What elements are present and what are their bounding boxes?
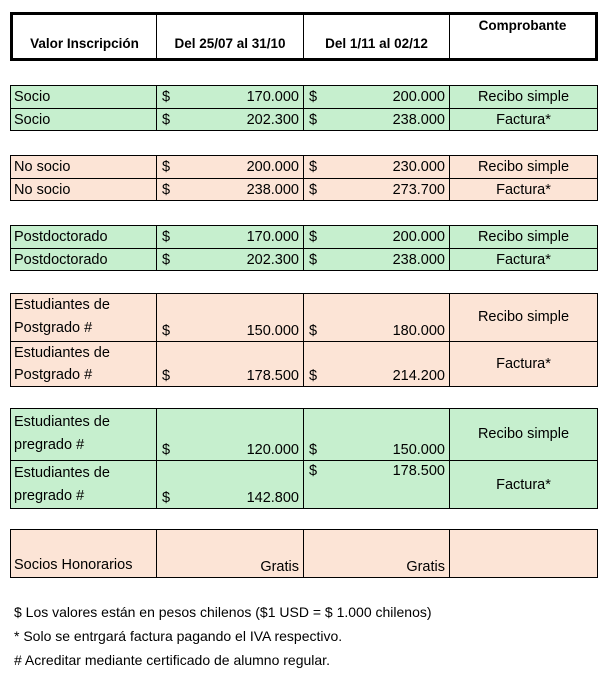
price-value: 142.800 (246, 490, 299, 506)
price-value: 178.500 (246, 368, 299, 384)
price-period-2-cell (304, 249, 450, 270)
table-row (11, 156, 597, 178)
receipt-cell: Factura* (496, 477, 551, 493)
receipt-cell: Factura* (496, 112, 551, 128)
currency-sign: $ (309, 252, 318, 268)
price-value: 170.000 (246, 229, 299, 245)
footnote-currency: $ Los valores están en pesos chilenos ($1 USD = $ 1.000 chilenos) (14, 604, 432, 620)
price-period-2-cell (304, 409, 450, 460)
table-header (10, 12, 598, 61)
price-value: 180.000 (392, 323, 445, 339)
footnote-invoice: * Solo se entrgará factura pagando el IVA respectivo. (14, 628, 343, 644)
price-period-2-cell (304, 294, 450, 341)
header-comprobante: Comprobante (478, 18, 567, 33)
price-value: 150.000 (392, 442, 445, 458)
currency-sign: $ (162, 112, 171, 128)
price-value: 200.000 (392, 89, 445, 105)
category-cell (11, 409, 157, 460)
price-value: 120.000 (246, 442, 299, 458)
price-period-1-cell (157, 461, 304, 508)
category-line: pregrado # (14, 488, 85, 504)
category-cell (11, 294, 157, 341)
price-period-2-cell (304, 156, 450, 178)
category-cell: Socio (11, 86, 157, 108)
receipt-cell: Factura* (496, 182, 551, 198)
price-period-2-cell (304, 179, 450, 200)
category-line: pregrado # (14, 437, 85, 453)
footnotes (14, 600, 432, 672)
table-row (11, 86, 597, 108)
currency-sign: $ (162, 182, 171, 198)
price-value: 273.700 (392, 182, 445, 198)
price-period-2-cell (304, 86, 450, 108)
currency-sign: $ (309, 463, 318, 479)
price-period-1-cell (157, 249, 304, 270)
group-socios-honorarios (10, 529, 598, 578)
currency-sign: $ (309, 229, 318, 245)
currency-sign: $ (309, 323, 318, 339)
category-line: Postgrado # (14, 367, 93, 383)
currency-sign: $ (162, 442, 171, 458)
category-cell (11, 461, 157, 508)
price-value: 202.300 (246, 252, 299, 268)
footnote-student-certificate: # Acreditar mediante certificado de alumno regular. (14, 652, 330, 668)
price-period-1-cell (157, 342, 304, 386)
currency-sign: $ (162, 490, 171, 506)
price-period-1-cell (157, 294, 304, 341)
table-row (11, 178, 597, 200)
category-cell: No socio (11, 179, 157, 200)
price-value: 170.000 (246, 89, 299, 105)
currency-sign: $ (309, 112, 318, 128)
receipt-cell: Recibo simple (477, 426, 570, 442)
category-cell: Postdoctorado (11, 249, 157, 270)
price-value: 214.200 (392, 368, 445, 384)
price-value: 238.000 (392, 252, 445, 268)
receipt-cell: Recibo simple (477, 89, 570, 105)
currency-sign: $ (162, 252, 171, 268)
category-cell: No socio (11, 156, 157, 178)
price-period-1-cell (157, 409, 304, 460)
currency-sign: $ (309, 368, 318, 384)
category-cell: Postdoctorado (11, 226, 157, 248)
table-row (11, 226, 597, 248)
price-period-2-cell (304, 530, 450, 577)
category-line: Postgrado # (14, 320, 93, 336)
table-row (11, 460, 597, 508)
currency-sign: $ (162, 89, 171, 105)
currency-sign: $ (162, 229, 171, 245)
price-value: 178.500 (392, 463, 445, 479)
price-period-1-cell (157, 226, 304, 248)
price-period-1-cell (157, 86, 304, 108)
price-value: 202.300 (246, 112, 299, 128)
price-period-2-cell (304, 226, 450, 248)
category-line: Estudiantes de (14, 414, 110, 430)
price-period-1-cell (157, 109, 304, 130)
category-cell: Socio (11, 109, 157, 130)
header-period-1: Del 25/07 al 31/10 (157, 15, 304, 58)
group-postdoctorado (10, 225, 598, 271)
category-line: Estudiantes de (14, 297, 110, 313)
currency-sign: $ (309, 159, 318, 175)
receipt-cell: Recibo simple (477, 309, 570, 325)
currency-sign: $ (162, 368, 171, 384)
header-period-2: Del 1/11 al 02/12 (304, 15, 450, 58)
price-period-1-cell (157, 530, 304, 577)
price-value: Gratis (260, 559, 299, 575)
currency-sign: $ (162, 159, 171, 175)
category-line: Estudiantes de (14, 465, 110, 481)
currency-sign: $ (309, 89, 318, 105)
price-period-2-cell (304, 461, 450, 508)
currency-sign: $ (162, 323, 171, 339)
price-value: 230.000 (392, 159, 445, 175)
receipt-cell: Factura* (496, 356, 551, 372)
category-cell (11, 342, 157, 386)
group-socio (10, 85, 598, 131)
price-value: 200.000 (246, 159, 299, 175)
price-period-2-cell (304, 109, 450, 130)
price-period-1-cell (157, 179, 304, 200)
price-value: 200.000 (392, 229, 445, 245)
group-estudiantes-pregrado (10, 408, 598, 509)
table-row (11, 248, 597, 270)
currency-sign: $ (309, 182, 318, 198)
receipt-cell: Recibo simple (477, 229, 570, 245)
receipt-cell: Factura* (496, 252, 551, 268)
price-period-1-cell (157, 156, 304, 178)
category-line: Estudiantes de (14, 345, 110, 361)
group-estudiantes-postgrado (10, 293, 598, 387)
price-value: 238.000 (392, 112, 445, 128)
table-row (11, 530, 597, 577)
table-row (11, 294, 597, 341)
table-row (11, 409, 597, 460)
price-value: Gratis (406, 559, 445, 575)
price-value: 150.000 (246, 323, 299, 339)
currency-sign: $ (309, 442, 318, 458)
group-no-socio (10, 155, 598, 201)
price-value: 238.000 (246, 182, 299, 198)
price-period-2-cell (304, 342, 450, 386)
table-row (11, 108, 597, 130)
category-cell: Socios Honorarios (11, 530, 157, 577)
receipt-cell (450, 530, 597, 577)
receipt-cell: Recibo simple (477, 159, 570, 175)
header-valor-inscripcion: Valor Inscripción (13, 15, 157, 58)
table-row (11, 341, 597, 386)
